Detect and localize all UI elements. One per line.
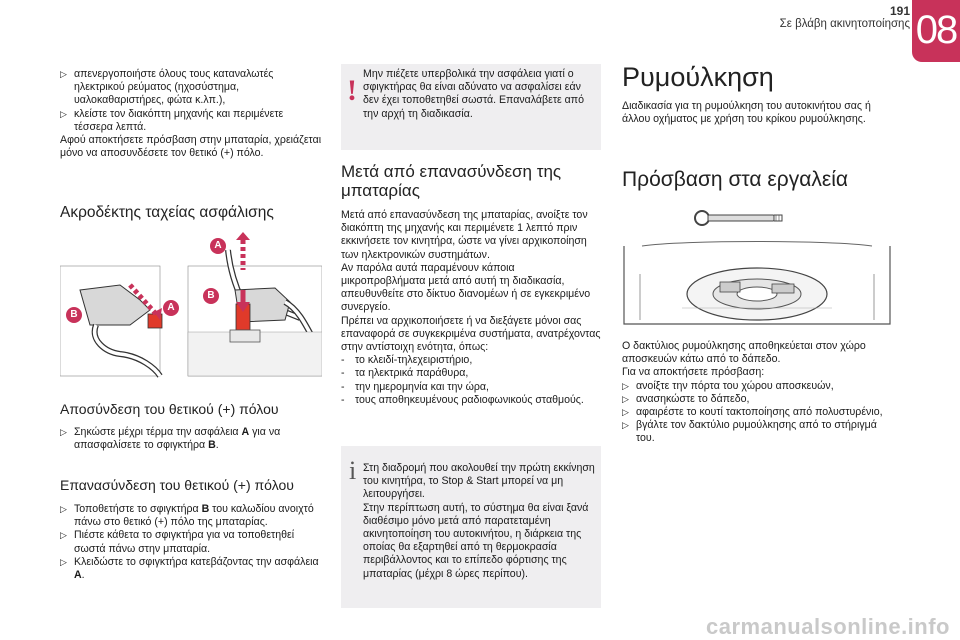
reconnect-bullet: ▷ Τοποθετήστε το σφιγκτήρα B του καλωδίου ανοιχτό πάνω στο θετικό (+) πόλο της μπαταρίας. [60,503,314,529]
chapter-number: 08 [915,8,957,52]
tools-body [622,340,892,446]
quick-release-heading: Ακροδέκτης ταχείας ασφάλισης [60,204,274,221]
bullet-marker-icon: ▷ [60,530,67,541]
reconnect-bullet: ▷ Κλειδώστε το σφιγκτήρα κατεβάζοντας την ασφάλεια A. [60,555,319,582]
disconnect-heading: Αποσύνδεση του θετικού (+) πόλου [60,401,279,417]
dash-item: - την ημερομηνία και την ώρα, [341,380,489,393]
intro-bullet: ▷ κλείστε τον διακόπτη μηχανής και περιμένετε τέσσερα λεπτά. [60,107,284,133]
tools-heading: Πρόσβαση στα εργαλεία [622,168,848,191]
bullet-marker-icon: ▷ [60,556,67,567]
column-1 [60,68,322,160]
reconnect-bullet: ▷ Πιέστε κάθετα το σφιγκτήρα για να τοποθετηθεί σωστά πάνω στην μπαταρία. [60,529,295,555]
intro-paragraph: Αφού αποκτήσετε πρόσβαση στην μπαταρία, χρειάζεται μόνο να αποσυνδέσετε τον θετικό (+) πόλο. [60,134,322,160]
towing-heading: Ρυμούλκηση [622,62,774,92]
watermark: carmanualsonline.info [706,614,950,639]
after-paragraph: Πρέπει να αρχικοποιήσετε ή να διεξάγετε μόνοι σας επαναφορά σε συγκεκριμένα συστήματα, ανατρέχοντας στην αντίστοιχη ενότητα, όπως: [341,314,601,354]
bullet-marker-icon: ▷ [622,407,629,418]
trunk-tools-illustration [622,204,892,328]
reconnect-heading: Επανασύνδεση του θετικού (+) πόλου [60,477,294,493]
tools-paragraph: Ο δακτύλιος ρυμούλκησης αποθηκεύεται στον χώρο αποσκευών κάτω από το δάπεδο. [622,340,866,366]
bullet-marker-icon: ▷ [622,380,629,391]
bullet-marker-icon: ▷ [60,427,67,437]
tools-paragraph: Για να αποκτήσετε πρόσβαση: [622,366,765,379]
chapter-tab [912,0,960,62]
dash-item: - τα ηλεκτρικά παράθυρα, [341,367,469,380]
label-b-badge: B [66,307,82,323]
after-paragraph: Μετά από επανασύνδεση της μπαταρίας, ανοίξτε τον διακόπτη της μηχανής και περιμένετε 1 λεπτό πριν εκκινήσετε τον κινητήρα, ώστε να γίνει αρχικοποίηση των ηλεκτρονικών συστημάτων. [341,209,588,261]
reconnect-steps [60,503,322,582]
battery-terminal-illustration [60,230,322,380]
warning-icon: ! [347,74,357,107]
after-reconnect-body [341,209,601,407]
towing-intro: Διαδικασία για τη ρυμούλκηση του αυτοκινήτου σας ή άλλου οχήματος με χρήση του κρίκου ρυμούλκησης. [622,100,871,126]
label-b-badge: B [203,288,219,304]
tools-bullet: ▷ αφαιρέστε το κουτί τακτοποίησης από πολυστυρένιο, [622,406,883,419]
dash-item: - το κλειδί-τηλεχειριστήριο, [341,354,473,367]
bullet-marker-icon: ▷ [60,69,67,79]
info-note [341,446,601,608]
tools-bullet: ▷ ανοίξτε την πόρτα του χώρου αποσκευών, [622,379,834,392]
warning-note [341,64,601,150]
page-number: 191 [889,4,910,18]
chapter-title: Σε βλάβη ακινητοποίησης [779,18,910,30]
info-text: Στην περίπτωση αυτή, το σύστημα θα είναι ξανά διαθέσιμο μόνο μετά από παρατεταμένη ακινητοποίηση του αυτοκινήτου, η διάρκεια της οποίας θα εξαρτηθεί από τη θερμοκρασία περιβάλλοντος και το επίπεδο φόρτισης της μπαταρίας (μέχρι 8 ώρες περίπου). [363,501,589,580]
trunk-figure [622,204,892,328]
intro-bullet: ▷ απενεργοποιήστε όλους τους καταναλωτές ηλεκτρικού ρεύματος (ηχοσύστημα, υαλοκαθαριστήρες, φώτα κ.λπ.), [60,68,274,107]
bullet-marker-icon: ▷ [622,393,629,404]
label-a-badge: A [210,238,226,254]
after-reconnect-heading: Μετά από επανασύνδεση της μπαταρίας [341,162,562,200]
info-text: Στη διαδρομή που ακολουθεί την πρώτη εκκίνηση του κινητήρα, το Stop & Start μπορεί να μη λειτουργήσει. [363,462,595,501]
bullet-marker-icon: ▷ [622,420,629,431]
tools-bullet: ▷ βγάλτε τον δακτύλιο ρυμούλκησης από το στήριγμά του. [622,419,877,445]
after-paragraph: Αν παρόλα αυτά παραμένουν κάποια μικροπροβλήματα μετά από αυτή τη διαδικασία, απευθυνθείτε στο δίκτυο διανομέων ή σε εγκεκριμένο συνεργείο. [341,261,591,314]
disconnect-steps [60,426,322,452]
info-icon: i [349,456,357,485]
tools-bullet: ▷ ανασηκώστε το δάπεδο, [622,392,750,405]
warning-text: Μην πιέζετε υπερβολικά την ασφάλεια γιατί ο σφιγκτήρας θα είναι αδύνατο να ασφαλίσει εάν δεν έχει τοποθετηθεί σωστά. Επαναλάβετε από την αρχή τη διαδικασία. [363,68,585,120]
battery-terminal-figure [60,230,322,380]
bullet-marker-icon: ▷ [60,108,67,119]
dash-item: - τους αποθηκευμένους ραδιοφωνικούς σταθμούς. [341,393,584,406]
bullet-marker-icon: ▷ [60,504,67,514]
disconnect-bullet: ▷ Σηκώστε μέχρι τέρμα την ασφάλεια A για να απασφαλίσετε το σφιγκτήρα B. [60,426,281,452]
label-a-badge: A [163,300,179,316]
